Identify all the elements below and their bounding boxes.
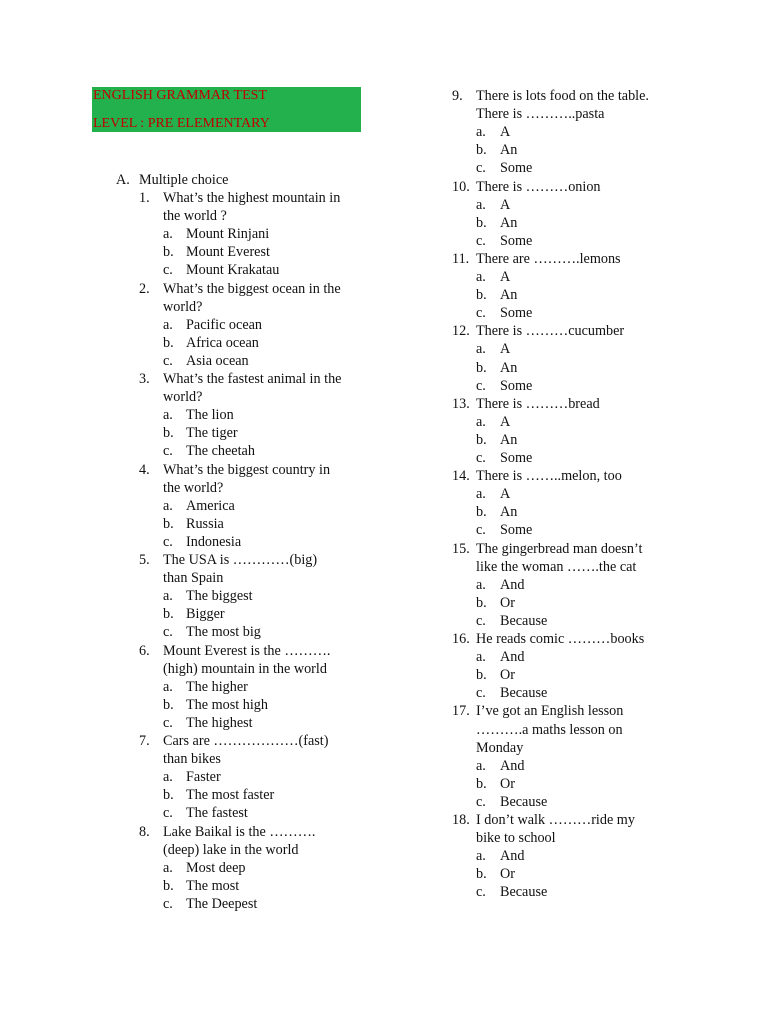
question-number: 14. xyxy=(452,468,470,485)
question-text: There is ……..melon, too xyxy=(476,468,622,485)
question-text: There is ………cucumber xyxy=(476,323,625,340)
question-text: world? xyxy=(163,389,203,406)
option-letter: b. xyxy=(163,244,174,261)
question-text: What’s the biggest ocean in the xyxy=(163,280,341,297)
option-letter: b. xyxy=(476,775,487,792)
option-letter: c. xyxy=(476,522,486,539)
option-text: An xyxy=(500,287,518,304)
option-letter: a. xyxy=(476,413,486,430)
question-number: 7. xyxy=(139,733,150,749)
question-text: What’s the highest mountain in xyxy=(163,190,341,206)
question-text: The gingerbread man doesn’t xyxy=(476,540,643,557)
option-letter: b. xyxy=(163,334,174,351)
option-text: Some xyxy=(500,232,533,249)
option-text: An xyxy=(500,142,518,159)
option-text: A xyxy=(500,269,511,285)
option-letter: b. xyxy=(476,504,487,521)
option-text: An xyxy=(500,214,518,231)
question-number: 4. xyxy=(139,461,150,478)
question-number: 10. xyxy=(452,178,470,195)
option-text: Asia ocean xyxy=(186,352,249,369)
option-text: Because xyxy=(500,793,548,810)
option-text: An xyxy=(500,504,518,521)
option-text: The fastest xyxy=(186,805,248,822)
option-text: Some xyxy=(500,377,533,394)
option-text: A xyxy=(500,196,511,213)
option-letter: a. xyxy=(163,226,173,243)
question-text: Mount Everest is the ………. xyxy=(163,642,331,659)
option-letter: b. xyxy=(163,425,174,442)
option-text: Mount Krakatau xyxy=(186,262,280,279)
option-letter: b. xyxy=(163,606,174,623)
option-letter: b. xyxy=(163,696,174,713)
option-text: The most faster xyxy=(186,787,275,804)
option-text: The tiger xyxy=(186,425,238,442)
option-letter: b. xyxy=(476,866,487,883)
question-text: There is ………onion xyxy=(476,178,601,195)
option-text: Mount Everest xyxy=(186,244,270,261)
question-text: ……….a maths lesson on xyxy=(476,721,623,738)
option-letter: b. xyxy=(476,142,487,159)
question-number: 1. xyxy=(139,190,150,206)
option-text: The higher xyxy=(186,678,248,695)
option-text: The most big xyxy=(186,624,261,641)
option-text: The highest xyxy=(186,714,253,731)
section-title: Multiple choice xyxy=(139,172,229,188)
question-number: 3. xyxy=(139,371,150,387)
question-text: He reads comic ………books xyxy=(476,631,645,647)
option-text: A xyxy=(500,124,511,141)
option-text: And xyxy=(500,848,525,865)
option-text: The cheetah xyxy=(186,443,255,460)
option-text: An xyxy=(500,431,518,448)
option-letter: c. xyxy=(476,884,486,901)
option-letter: b. xyxy=(476,214,487,231)
option-letter: c. xyxy=(476,685,486,702)
option-letter: c. xyxy=(163,714,173,731)
option-text: Some xyxy=(500,522,533,539)
option-text: An xyxy=(500,359,518,376)
option-text: Africa ocean xyxy=(186,334,259,351)
option-text: A xyxy=(500,486,511,503)
question-text: (high) mountain in the world xyxy=(163,660,327,677)
option-letter: c. xyxy=(163,352,173,369)
question-text: than bikes xyxy=(163,751,221,768)
question-number: 16. xyxy=(452,631,470,647)
test-title: ENGLISH GRAMMAR TEST xyxy=(93,88,267,103)
option-letter: c. xyxy=(476,377,486,394)
test-level: LEVEL : PRE ELEMENTARY xyxy=(93,116,270,131)
option-text: A xyxy=(500,341,511,358)
question-text: The USA is …………(big) xyxy=(163,552,318,568)
option-text: Or xyxy=(500,667,515,684)
option-letter: c. xyxy=(163,262,173,279)
option-letter: c. xyxy=(163,624,173,641)
option-letter: c. xyxy=(476,232,486,249)
option-letter: c. xyxy=(163,805,173,822)
question-number: 5. xyxy=(139,552,150,568)
option-text: Russia xyxy=(186,515,224,532)
option-text: And xyxy=(500,757,525,774)
option-text: The most xyxy=(186,877,240,894)
question-number: 12. xyxy=(452,323,470,340)
option-text: The Deepest xyxy=(186,895,258,912)
question-text: I don’t walk ………ride my xyxy=(476,812,635,828)
option-letter: b. xyxy=(476,594,487,611)
option-letter: a. xyxy=(476,757,486,774)
option-text: Pacific ocean xyxy=(186,316,263,333)
option-text: Some xyxy=(500,305,533,322)
option-text: America xyxy=(186,497,235,514)
question-text: the world ? xyxy=(163,208,227,225)
question-text: bike to school xyxy=(476,830,556,847)
question-number: 11. xyxy=(452,250,470,267)
question-text: What’s the biggest country in xyxy=(163,461,331,478)
option-text: Because xyxy=(500,612,548,629)
option-letter: a. xyxy=(163,407,173,424)
question-number: 8. xyxy=(139,823,150,840)
option-text: Or xyxy=(500,594,515,611)
option-text: Mount Rinjani xyxy=(186,226,270,243)
question-text: What’s the fastest animal in the xyxy=(163,371,342,387)
section-marker: A. xyxy=(116,172,130,188)
question-number: 13. xyxy=(452,395,470,412)
question-number: 9. xyxy=(452,88,463,104)
option-letter: a. xyxy=(163,497,173,514)
option-letter: c. xyxy=(476,450,486,466)
option-text: Bigger xyxy=(186,606,225,623)
question-number: 2. xyxy=(139,280,150,297)
option-text: Indonesia xyxy=(186,533,242,550)
question-number: 18. xyxy=(452,812,470,828)
option-letter: b. xyxy=(476,359,487,376)
option-letter: c. xyxy=(476,305,486,322)
question-text: (deep) lake in the world xyxy=(163,841,299,858)
question-text: than Spain xyxy=(163,570,224,587)
option-letter: a. xyxy=(476,269,486,285)
option-text: And xyxy=(500,649,525,666)
option-letter: c. xyxy=(476,612,486,629)
question-text: I’ve got an English lesson xyxy=(476,703,624,720)
option-text: Some xyxy=(500,450,533,466)
question-number: 17. xyxy=(452,703,470,720)
question-text: the world? xyxy=(163,479,224,496)
option-letter: b. xyxy=(163,877,174,894)
option-text: A xyxy=(500,413,511,430)
question-text: There is ………..pasta xyxy=(476,106,605,123)
option-letter: b. xyxy=(476,667,487,684)
option-letter: b. xyxy=(476,431,487,448)
option-letter: a. xyxy=(163,316,173,333)
question-number: 6. xyxy=(139,642,150,659)
question-text: There are ……….lemons xyxy=(476,250,621,267)
question-text: There is ………bread xyxy=(476,395,600,412)
option-text: The lion xyxy=(186,407,234,424)
option-text: Faster xyxy=(186,769,221,786)
option-letter: a. xyxy=(163,588,173,605)
option-text: The most high xyxy=(186,696,268,713)
option-letter: c. xyxy=(476,793,486,810)
question-number: 15. xyxy=(452,540,470,557)
option-letter: b. xyxy=(163,515,174,532)
option-letter: a. xyxy=(163,859,173,876)
option-letter: b. xyxy=(163,787,174,804)
option-text: Most deep xyxy=(186,859,246,876)
option-letter: a. xyxy=(163,769,173,786)
option-letter: c. xyxy=(163,443,173,460)
option-letter: c. xyxy=(476,160,486,177)
option-text: Some xyxy=(500,160,533,177)
option-letter: b. xyxy=(476,287,487,304)
option-text: Because xyxy=(500,685,548,702)
option-text: Or xyxy=(500,866,515,883)
option-letter: a. xyxy=(476,576,486,593)
option-text: Because xyxy=(500,884,548,901)
option-letter: a. xyxy=(163,678,173,695)
option-letter: a. xyxy=(476,196,486,213)
option-letter: a. xyxy=(476,124,486,141)
option-letter: a. xyxy=(476,341,486,358)
option-text: And xyxy=(500,576,525,593)
question-text: Monday xyxy=(476,739,524,756)
question-text: world? xyxy=(163,298,203,315)
question-text: There is lots food on the table. xyxy=(476,88,649,104)
option-letter: a. xyxy=(476,486,486,503)
option-text: The biggest xyxy=(186,588,253,605)
question-text: Lake Baikal is the ………. xyxy=(163,823,316,840)
option-text: Or xyxy=(500,775,515,792)
option-letter: c. xyxy=(163,533,173,550)
option-letter: a. xyxy=(476,848,486,865)
option-letter: a. xyxy=(476,649,486,666)
question-text: like the woman …….the cat xyxy=(476,558,637,575)
question-text: Cars are ………………(fast) xyxy=(163,733,329,749)
option-letter: c. xyxy=(163,895,173,912)
